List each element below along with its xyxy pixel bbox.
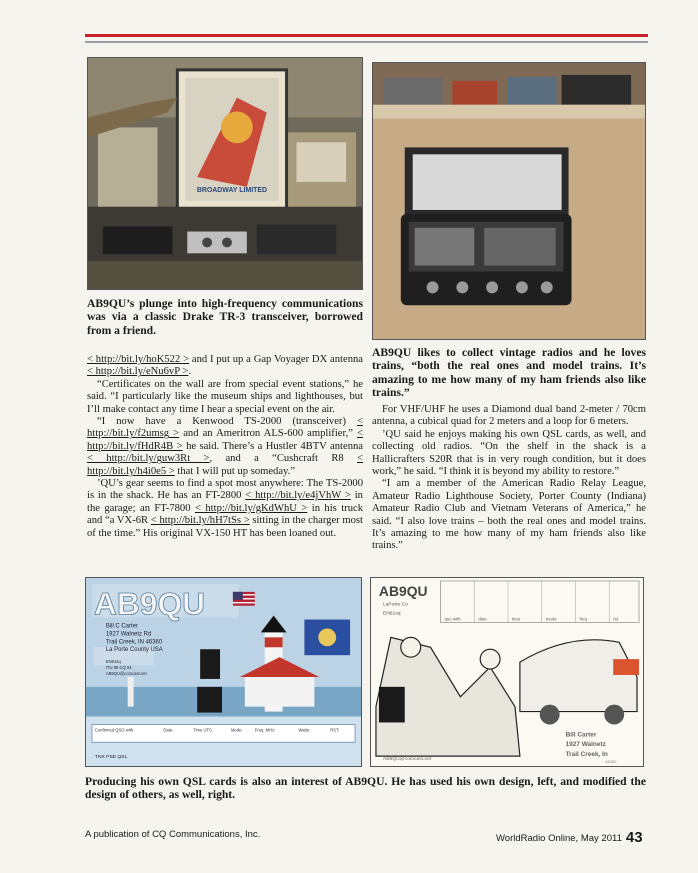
paragraph: ’QU’s gear seems to find a spot most anywhere: The TS-2000 is in the shack. He has an FT-2800 < http://bit.ly/e4jVhW > in the garage; an FT-7800 < http://bit.ly/gKdWhU > in his truck and “a VX-6R < http://bit.ly/hH7tSs > sitting in the charger most of the time.” His original VX-150 HT has been loaned out. (87, 478, 363, 539)
photo-radio (372, 62, 646, 340)
qsl-small: AB9QU@comcast.net (105, 670, 147, 676)
qsl-small: ITU 08 CQ 04 (105, 665, 132, 671)
article-column-left (87, 354, 363, 540)
caption-qsl: Producing his own QSL cards is also an interest of AB9QU. He has used his own design, left, and modified the design of others, as well, right. (85, 775, 646, 802)
link[interactable]: < http://bit.ly/hH7tSs > (150, 515, 250, 527)
qsl-table-header: RST: (330, 727, 340, 733)
poster-text: BROADWAY LIMITED (196, 186, 268, 194)
qsl-name-line: 1927 Walnetz (565, 741, 606, 749)
qsl-name-line: Trail Creek, In (565, 751, 608, 759)
link[interactable]: < http://bit.ly/hoK522 > (87, 354, 190, 365)
article-column-right (372, 404, 646, 553)
footer-issue (496, 829, 643, 846)
qsl-line: Trail Creek, IN 46360 (105, 639, 163, 646)
paragraph: < http://bit.ly/hoK522 > and I put up a Gap Voyager DX antenna < http://bit.ly/eNu6vP >. (87, 354, 363, 378)
qsl-grid: EN61sq (382, 611, 401, 617)
qsl-name-line: Bill Carter (565, 731, 597, 739)
link[interactable]: < http://bit.ly/eNu6vP > (87, 366, 189, 378)
qsl-table-header: rst (613, 616, 619, 622)
paragraph: ’QU said he enjoys making his own QSL cards, as well, and collecting old radios. “On the shelf in the shack is a Hallicrafters S20R that is in very rough condition, but it does work,” he said. “I think it is beyond my ability to restore.” (372, 428, 646, 478)
header-rule-red (85, 34, 648, 37)
footer-publisher: A publication of CQ Communications, Inc. (85, 829, 261, 840)
qsl-line: La Porte County USA (105, 647, 163, 654)
qsl-zip: 46360 (605, 759, 617, 765)
qsl-table-header: qso with (444, 616, 461, 622)
qsl-line: Bill C Carter (105, 623, 138, 630)
footer-issue-text: WorldRadio Online, May 2011 (496, 833, 622, 844)
qsl-table-header: time (511, 616, 521, 622)
qsl-location: LaPorte Co (382, 602, 408, 608)
link[interactable]: < http://bit.ly/guw3Rt > (87, 453, 210, 465)
page-number: 43 (625, 829, 643, 846)
qsl-table-header: mode (545, 616, 557, 622)
caption-radio: AB9QU likes to collect vintage radios and he loves trains, “both the real ones and model trains. It’s amazing to me how many of my ham friends also like trains.” (372, 346, 646, 400)
link[interactable]: < http://bit.ly/e4jVhW > (245, 490, 351, 502)
photo-shack (87, 57, 363, 290)
header-rule-gray (85, 41, 648, 43)
paragraph: “Certificates on the wall are from special event stations,” he said. “I particularly like the museum ships and lighthouses, but I’ll make contact any time I hear a special event on the air. (87, 378, 363, 415)
qsl-table-header: Watts: (298, 727, 311, 733)
paragraph: “I am a member of the American Radio Relay League, Amateur Radio Lighthouse Society, Porter County (Indiana) Amateur Radio Club and Vietnam Veterans of America,” he said. “I also love trains – both the real ones and model trains. It’s amazing to me how many of my ham friends also like trains.” (372, 478, 646, 552)
qsl-table-header: Date: (163, 727, 174, 733)
qsl-footer: TNX PSE QSL (94, 755, 128, 761)
qsl-small: EN61sq (105, 659, 121, 665)
qsl-card-right (370, 577, 644, 767)
link[interactable]: < http://bit.ly/gKdWhU > (194, 502, 308, 514)
qsl-callsign: AB9QU (93, 585, 206, 622)
qsl-table-header: date (478, 616, 487, 622)
qsl-card-left (85, 577, 362, 767)
qsl-table-header: Mode: (230, 727, 243, 733)
qsl-line: 1927 Walnetz Rd (105, 631, 152, 638)
paragraph: For VHF/UHF he uses a Diamond dual band 2-meter / 70cm antenna, a cubical quad for 2 meters and a loop for 6 meters. (372, 404, 646, 428)
link[interactable]: < http://bit.ly/f2umsg > (87, 416, 363, 440)
qsl-table-header: Freq. MHz: (254, 727, 276, 733)
qsl-table-header: freq (579, 616, 588, 622)
caption-shack: AB9QU’s plunge into high-frequency communications was via a classic Drake TR-3 transceiver, borrowed from a friend. (87, 297, 363, 337)
link[interactable]: < http://bit.ly/fHdR4B > (87, 428, 363, 452)
qsl-table-header: Confirmed QSO with: (94, 727, 135, 733)
qsl-email: AB9QU@comcast.net (382, 757, 432, 763)
qsl-callsign: AB9QU (378, 582, 428, 599)
paragraph: “I now have a Kenwood TS-2000 (transceiver) < http://bit.ly/f2umsg > and an Ameritron ALS-600 amplifier,” < http://bit.ly/fHdR4B > he said. There’s a Hustler 4BTV antenna < http://bit.ly/guw3Rt >, and a “Cushcraft R8 < http://bit.ly/h4i0e5 > that I will put up someday.” (87, 416, 364, 477)
qsl-table-header: Time UTC: (193, 727, 214, 733)
link[interactable]: < http://bit.ly/h4i0e5 > (87, 453, 364, 477)
